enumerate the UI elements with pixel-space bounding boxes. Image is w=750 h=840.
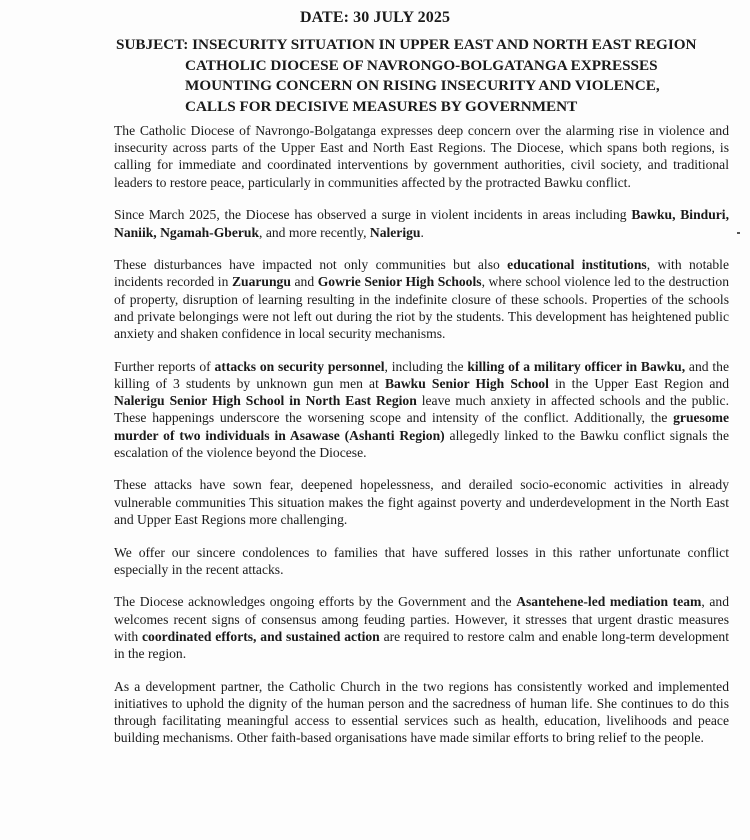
paragraph-text: These attacks have sown fear, deepened hopelessness, and derailed socio-economic activities in already vulnerable communities This situation makes the fight against poverty and underdevelopment in the North East and Upper East Regions more challenging. xyxy=(114,477,729,527)
paragraph xyxy=(114,678,729,747)
emphasis-text: coordinated efforts, and sustained action xyxy=(142,628,380,644)
emphasis-text: Bawku Senior High School xyxy=(384,375,549,391)
emphasis-text: Zuarungu xyxy=(231,274,291,290)
paragraph-text: . xyxy=(420,224,424,240)
paragraph xyxy=(114,206,729,240)
emphasis-text: Nalerigu xyxy=(369,224,421,240)
paragraph-text: The Catholic Diocese of Navrongo-Bolgatanga expresses deep concern over the alarming rise in violence and insecurity across parts of the Upper East and North East Regions. The Diocese, which spans both regions, is calling for immediate and coordinated interventions by government authorities, civil society, and traditional leaders to restore peace, particularly in communities affected by the protracted Bawku conflict. xyxy=(114,123,729,190)
paragraph-text: and xyxy=(290,274,318,290)
emphasis-text: attacks on security personnel xyxy=(214,358,385,374)
subject-line: CALLS FOR DECISIVE MEASURES BY GOVERNMENT xyxy=(185,97,578,115)
margin-mark xyxy=(737,232,740,234)
paragraph-text: As a development partner, the Catholic Church in the two regions has consistently worked and implemented initiatives to uphold the dignity of the human person and the sacredness of human life. She continues to do this through facilitating meaningful access to essential services such as health, education, livelihoods and peace building mechanisms. Other faith-based organisations have made similar efforts to bring relief to the people. xyxy=(114,678,729,746)
paragraph-text: , and welcomes recent signs of consensus among feuding parties. However, it stresses that urgent drastic measures with xyxy=(114,594,729,644)
emphasis-text: Bawku, Binduri, Naniik, Ngamah-Gberuk xyxy=(114,207,729,240)
paragraph-text: Since March 2025, the Diocese has observed a surge in violent incidents in areas including xyxy=(114,207,632,223)
paragraph-text: , and more recently, xyxy=(259,224,370,240)
paragraph-text: allegedly linked to the Bawku conflict signals the escalation of the violence beyond the Diocese. xyxy=(114,427,729,460)
paragraph-text: We offer our sincere condolences to families that have suffered losses in this rather unfortunate conflict especially in the recent attacks. xyxy=(114,544,729,577)
emphasis-text: gruesome murder of two individuals in Asawase (Ashanti Region) xyxy=(114,410,729,443)
paragraph-text: leave much anxiety in affected schools and the public. These happenings underscore the worsening scope and intensity of the conflict. Additionally, the xyxy=(114,393,729,426)
emphasis-text: Gowrie Senior High Schools xyxy=(317,274,482,290)
paragraph-text: are required to restore calm and enable long-term development in the region. xyxy=(114,628,729,662)
paragraph xyxy=(114,544,729,578)
paragraph-text: and the killing of 3 students by unknown gun men at xyxy=(114,358,729,391)
paragraph xyxy=(114,593,729,662)
paragraph xyxy=(114,358,729,461)
subject-line: CATHOLIC DIOCESE OF NAVRONGO-BOLGATANGA EXPRESSES xyxy=(185,56,658,74)
paragraph-text: Further reports of xyxy=(114,358,215,374)
emphasis-text: Asantehene-led mediation team xyxy=(516,594,702,610)
paragraph xyxy=(114,122,729,191)
paragraph xyxy=(114,476,729,528)
paragraph-text: , with notable incidents recorded in xyxy=(114,257,729,290)
subject-line: MOUNTING CONCERN ON RISING INSECURITY AND VIOLENCE, xyxy=(185,77,660,94)
emphasis-text: killing of a military officer in Bawku, xyxy=(467,358,686,374)
paragraph-text: The Diocese acknowledges ongoing efforts by the Government and the xyxy=(114,594,517,610)
paragraph-text: These disturbances have impacted not only communities but also xyxy=(114,257,508,273)
paragraph xyxy=(114,256,729,342)
paragraph-text: , where school violence led to the destruction of property, disruption of learning resulting in the indefinite closure of these schools. Properties of the schools and private belongings were not left out during the riot by the students. This development has heightened public anxiety and shaken confidence in local security mechanisms. xyxy=(114,274,730,342)
paragraph-text: , including the xyxy=(384,358,468,374)
subject-heading xyxy=(116,35,736,117)
subject-line: SUBJECT: INSECURITY SITUATION IN UPPER EAST AND NORTH EAST REGION xyxy=(116,36,697,53)
paragraph-text: in the Upper East Region and xyxy=(548,375,729,391)
document-date: DATE: 30 JULY 2025 xyxy=(299,9,451,26)
statement-body xyxy=(114,122,729,762)
emphasis-text: educational institutions xyxy=(507,257,647,273)
emphasis-text: Nalerigu Senior High School in North East Region xyxy=(114,393,417,409)
